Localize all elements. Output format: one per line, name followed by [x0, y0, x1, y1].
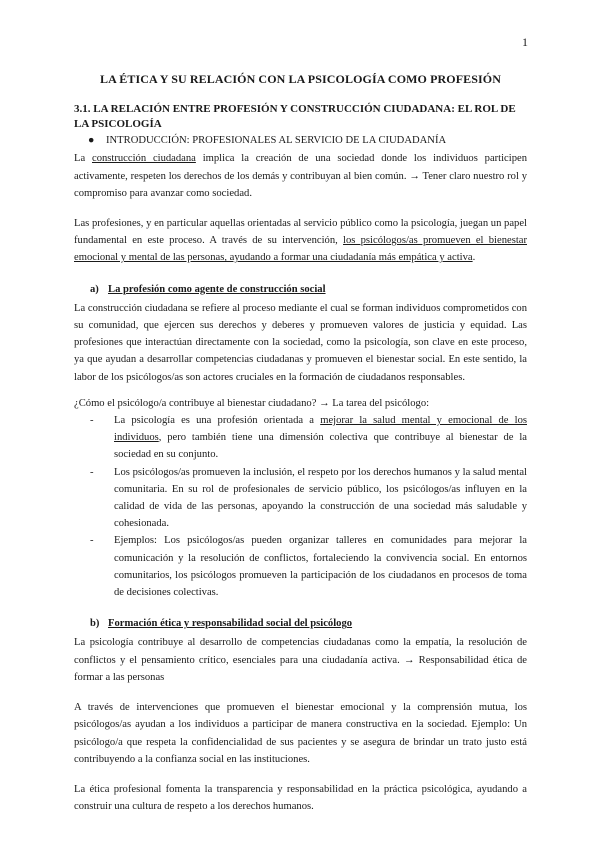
document-body: [74, 71, 527, 815]
subsection-a-heading: a) La profesión como agente de construcción social: [90, 283, 326, 295]
dash-list: [74, 412, 527, 601]
bullet-item: [74, 132, 527, 149]
paragraph-3: La construcción ciudadana se refiere al proceso mediante el cual se forman individuos comprometidos con su comunidad, que ejercen sus derechos y deberes y promueven valores de justicia y equidad. Las profesiones que interactúan directamente con la sociedad, como la psicología, son clave en este proceso, ya que ayudan a desarrollar competencias ciudadanas y promueven el bienestar social. En este sentido, la labor de los psicólogos/as son actores cruciales en la formación de ciudadanos responsables.: [74, 302, 527, 383]
paragraph-5: La psicología contribuye al desarrollo de competencias ciudadanas como la empatía, la resolución de conflictos y el pensamiento crítico, esenciales para una ciudadanía activa. → Responsabilidad ética de formar a las personas: [74, 637, 527, 683]
paragraph-2: Las profesiones, y en particular aquellas orientadas al servicio público como la psicología, juegan un papel fundamental en este proceso. A través de su intervención, los psicólogos/as promueven el bienestar emocional y mental de las personas, ayudando a formar una ciudadanía más empática y activa.: [74, 218, 527, 264]
list-item: - Los psicólogos/as promueven la inclusión, el respeto por los derechos humanos y la salud mental comunitaria. En su rol de profesionales de servicio público, los psicólogos/as influyen en la calidad de vida de las personas, apoyando la construcción de una sociedad más saludable y cohesionada.: [90, 466, 527, 530]
underlined-text: construcción ciudadana: [92, 153, 196, 165]
list-item: - La psicología es una profesión orientada a mejorar la salud mental y emocional de los individuos, pero también tiene una dimensión colectiva que contribuye al bienestar de la sociedad en su conjunto.: [90, 415, 527, 461]
underlined-text: los psicólogos/as promueven el bienestar emocional y mental de las personas, ayudando a formar una ciudadanía más empática y activa: [74, 235, 527, 264]
bullet-icon: ●: [88, 135, 95, 147]
paragraph-1: La construcción ciudadana implica la creación de una sociedad donde los individuos participen activamente, respeten los derechos de los demás y contribuyan al bien común. → Tener claro nuestro rol y compromiso para avanzar como sociedad.: [74, 153, 528, 199]
list-item: - Ejemplos: Los psicólogos/as pueden organizar talleres en comunidades para mejorar la comunicación y la resolución de conflictos, fortaleciendo la convivencia social. En entornos comunitarios, los psicólogos promueven la participación de los ciudadanos en procesos de toma de decisiones colectivas.: [90, 535, 527, 599]
paragraph-7: La ética profesional fomenta la transparencia y responsabilidad en la práctica psicológica, ayudando a construir una cultura de respeto a los derechos humanos.: [74, 783, 527, 813]
document-title: LA ÉTICA Y SU RELACIÓN CON LA PSICOLOGÍA COMO PROFESIÓN: [99, 72, 501, 86]
paragraph-4: ¿Cómo el psicólogo/a contribuye al bienestar ciudadano? → La tarea del psicólogo:: [74, 397, 430, 409]
section-heading: 3.1. LA RELACIÓN ENTRE PROFESIÓN Y CONSTRUCCIÓN CIUDADANA: EL ROL DE LA PSICOLOGÍA: [74, 103, 516, 131]
subsection-b-heading: b) Formación ética y responsabilidad social del psicólogo: [90, 618, 353, 630]
bullet-text: INTRODUCCIÓN: PROFESIONALES AL SERVICIO DE LA CIUDADANÍA: [106, 135, 447, 147]
page-number: 1: [522, 35, 528, 49]
paragraph-6: A través de intervenciones que promueven el bienestar emocional y la comprensión mutua, los psicólogos/as ayudan a los individuos a participar de manera constructiva en la sociedad. Ejemplo: Un psicólogo/a que respeta la confidencialidad de sus pacientes y se asegura de brindar un trato justo está contribuyendo a la confianza social en las instituciones.: [74, 702, 527, 765]
